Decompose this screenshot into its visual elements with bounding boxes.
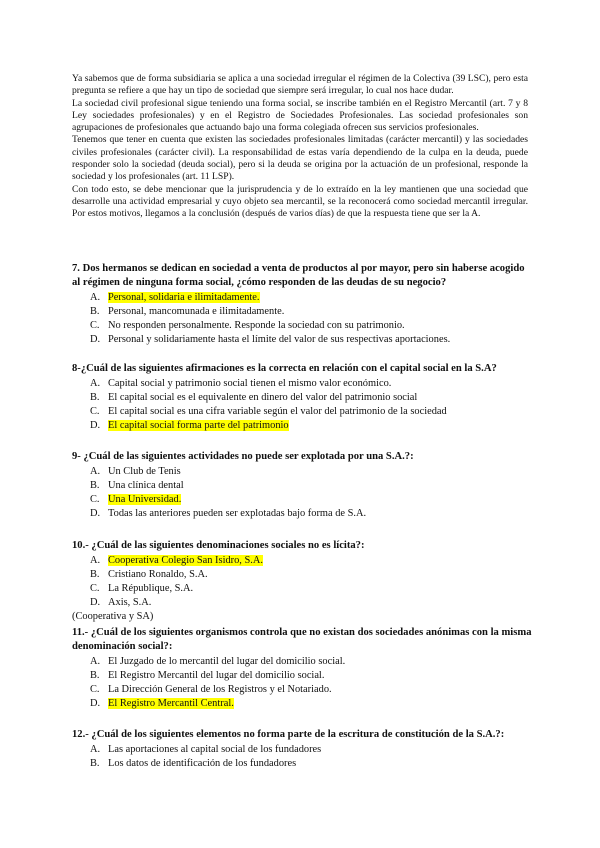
option-item <box>72 319 532 333</box>
question-title: 9- ¿Cuál de las siguientes actividades no puede ser explotada por una S.A.?: <box>72 451 414 462</box>
option-letter: B. <box>90 670 100 681</box>
option-list <box>72 554 532 610</box>
option-letter: D. <box>90 508 101 519</box>
option-text-highlighted: Una Universidad. <box>108 494 182 505</box>
question-title: 10.- ¿Cuál de las siguientes denominaciones sociales no es lícita?: <box>72 540 365 551</box>
option-item <box>72 465 532 479</box>
option-letter: B. <box>90 480 100 491</box>
option-letter: D. <box>90 420 101 431</box>
option-item <box>72 669 532 683</box>
option-letter: A. <box>90 656 101 667</box>
question-11 <box>72 626 532 711</box>
option-text: El Juzgado de lo mercantil del lugar del domicilio social. <box>108 656 346 667</box>
option-list <box>72 743 532 771</box>
option-item <box>72 507 532 521</box>
option-item <box>72 596 532 610</box>
option-item <box>72 568 532 582</box>
option-text-highlighted: El capital social forma parte del patrimonio <box>108 420 289 431</box>
option-letter: A. <box>90 555 101 566</box>
intro-paragraph: Tenemos que tener en cuenta que existen las sociedades profesionales limitadas (carácter mercantil) y las sociedades civiles profesionales (carácter civil). La responsabilidad de estas varía dependiendo de la culpa en la deuda, puede responder solo la sociedad (deuda social), pero si la deuda se origina por la actuación de un profesional, responde la sociedad y los profesionales (art. 11 LSP). <box>72 134 528 183</box>
option-letter: C. <box>90 406 100 417</box>
option-letter: D. <box>90 698 101 709</box>
option-list <box>72 377 532 433</box>
option-item <box>72 333 532 347</box>
option-text: El Registro Mercantil del lugar del domicilio social. <box>108 670 325 681</box>
option-item <box>72 391 532 405</box>
option-text: Personal y solidariamente hasta el límite del valor de sus respectivas aportaciones. <box>108 334 451 345</box>
option-letter: B. <box>90 392 100 403</box>
intro-paragraph: Ya sabemos que de forma subsidiaria se aplica a una sociedad irregular el régimen de la Colectiva (39 LSC), pero esta pregunta se refiere a que hay un tipo de sociedad que siempre será irregular, lo cual nos hace dudar. <box>72 73 528 97</box>
option-letter: A. <box>90 466 101 477</box>
option-text: Un Club de Tenis <box>108 466 181 477</box>
option-letter: C. <box>90 494 100 505</box>
question-10 <box>72 539 532 624</box>
question-title: 12.- ¿Cuál de los siguientes elementos no forma parte de la escritura de constitución de la S.A.?: <box>72 729 505 740</box>
option-letter: B. <box>90 569 100 580</box>
question-title: 8-¿Cuál de las siguientes afirmaciones es la correcta en relación con el capital social en la S.A? <box>72 363 497 374</box>
option-item <box>72 305 532 319</box>
question-12 <box>72 728 532 771</box>
intro-paragraph: La sociedad civil profesional sigue teniendo una forma social, se inscribe también en el Registro Mercantil (art. 7 y 8 Ley sociedades profesionales) y en el Registro de Sociedades Profesionales. Las sociedad profesionales son agrupaciones de profesionales que actuando bajo una forma colegiada ofrecen sus servicios profesionales. <box>72 97 528 134</box>
question-9 <box>72 450 532 521</box>
option-text: Los datos de identificación de los fundadores <box>108 758 297 769</box>
option-item <box>72 655 532 669</box>
option-text: Las aportaciones al capital social de los fundadores <box>108 744 322 755</box>
option-text-highlighted: El Registro Mercantil Central. <box>108 698 234 709</box>
option-letter: B. <box>90 758 100 769</box>
question-title: 7. Dos hermanos se dedican en sociedad a venta de productos al por mayor, pero sin haberse acogido al régimen de ninguna forma social, ¿cómo responden de las deudas de su negocio? <box>72 263 525 288</box>
option-text: El capital social es el equivalente en dinero del valor del patrimonio social <box>108 392 418 403</box>
option-letter: C. <box>90 684 100 695</box>
answer-note: (Cooperativa y SA) <box>72 611 154 622</box>
option-item <box>72 683 532 697</box>
option-item <box>72 743 532 757</box>
option-list <box>72 465 532 521</box>
option-text: Axis, S.A. <box>108 597 152 608</box>
question-8 <box>72 362 532 433</box>
option-letter: D. <box>90 334 101 345</box>
option-item <box>72 582 532 596</box>
option-text: No responden personalmente. Responde la sociedad con su patrimonio. <box>108 320 405 331</box>
option-text: El capital social es una cifra variable según el valor del patrimonio de la sociedad <box>108 406 447 417</box>
option-text: Personal, mancomunada e ilimitadamente. <box>108 306 285 317</box>
option-letter: C. <box>90 583 100 594</box>
option-item <box>72 377 532 391</box>
option-item <box>72 291 532 305</box>
option-item <box>72 697 532 711</box>
option-text: Capital social y patrimonio social tienen el mismo valor económico. <box>108 378 392 389</box>
intro-text <box>72 73 528 221</box>
option-letter: B. <box>90 306 100 317</box>
option-text: La République, S.A. <box>108 583 194 594</box>
option-text: Cristiano Ronaldo, S.A. <box>108 569 208 580</box>
option-item <box>72 554 532 568</box>
option-letter: D. <box>90 597 101 608</box>
option-text-highlighted: Cooperativa Colegio San Isidro, S.A. <box>108 555 263 566</box>
option-list <box>72 291 532 347</box>
question-title: 11.- ¿Cuál de los siguientes organismos controla que no existan dos sociedades anónimas con la misma denominación social?: <box>72 627 532 652</box>
option-letter: A. <box>90 744 101 755</box>
option-text: Todas las anteriores pueden ser explotadas bajo forma de S.A. <box>108 508 367 519</box>
option-item <box>72 757 532 771</box>
option-letter: C. <box>90 320 100 331</box>
option-item <box>72 493 532 507</box>
option-item <box>72 419 532 433</box>
option-letter: A. <box>90 378 101 389</box>
option-item <box>72 405 532 419</box>
option-text: La Dirección General de los Registros y el Notariado. <box>108 684 332 695</box>
option-item <box>72 479 532 493</box>
option-list <box>72 655 532 711</box>
option-text: Una clínica dental <box>108 480 184 491</box>
option-letter: A. <box>90 292 101 303</box>
question-7 <box>72 262 532 347</box>
intro-paragraph: Con todo esto, se debe mencionar que la jurisprudencia y de lo extraído en la ley mantienen que una sociedad que desarrolle una actividad empresarial y cuyo objeto sea mercantil, se la reconocerá como sociedad mercantil irregular. Por estos motivos, llegamos a la conclusión (después de varios días) de que la respuesta tiene que ser la A. <box>72 183 528 220</box>
option-text-highlighted: Personal, solidaria e ilimitadamente. <box>108 292 260 303</box>
